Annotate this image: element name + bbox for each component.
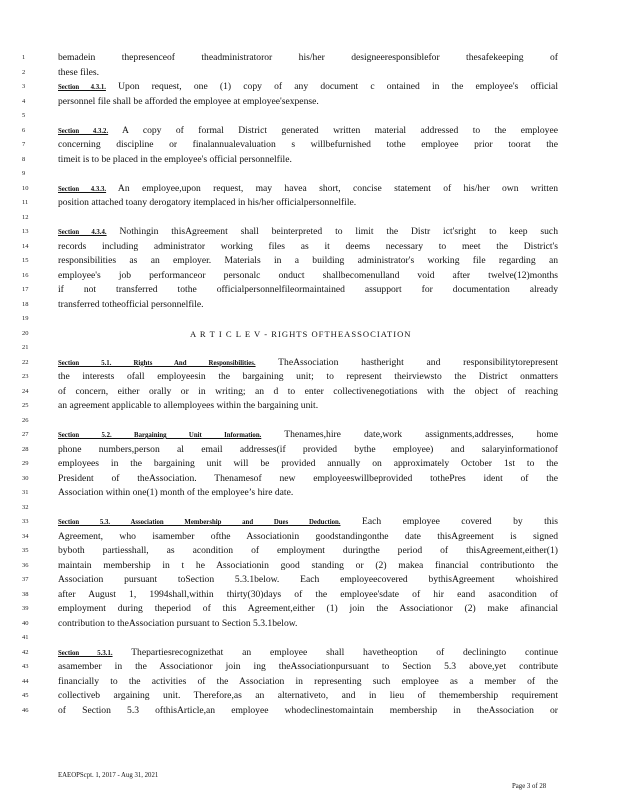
line-number: 24 — [22, 387, 29, 395]
line-text — [58, 660, 558, 674]
document-line — [0, 109, 618, 123]
line-text — [58, 675, 558, 689]
line-number: 20 — [22, 329, 29, 337]
line-text — [58, 588, 558, 602]
line-body: asamember in the Associationor join ing theAssociationpursuant to Section 5.3 above,yet contribute — [58, 661, 558, 672]
document-line — [0, 138, 618, 152]
line-number: 1 — [22, 54, 26, 61]
document-line — [0, 153, 618, 167]
document-line — [0, 51, 618, 65]
line-text — [58, 428, 558, 443]
line-number: 37 — [22, 576, 29, 583]
line-body: these files. — [58, 66, 100, 78]
line-body: concerning discipline or finalannualevaluation s willbefurnished tothe employee prior toorat the — [58, 139, 558, 150]
line-text — [58, 515, 558, 530]
section-label: Section 4.3.2. — [58, 127, 109, 135]
line-text — [58, 530, 558, 544]
line-body: financially to the activities of the Association in representing such employee as a member of the — [58, 675, 558, 687]
document-line — [0, 254, 618, 268]
line-number: 27 — [22, 431, 29, 438]
line-number: 6 — [22, 126, 26, 134]
document-line — [0, 472, 618, 486]
line-body: of Section 5.3 ofthisArticle,an employee whodeclinestomaintain membership in theAssociation or — [58, 704, 558, 716]
line-text — [58, 704, 558, 718]
line-body: An employee,upon request, may havea short, concise statement of his/her own written — [117, 182, 558, 194]
line-body: after August 1, 1994shall,within thirty(30)days of the employee'sdate of hir eand asacondition of — [58, 588, 558, 600]
document-line — [0, 66, 618, 80]
document-line — [0, 588, 618, 602]
line-number: 43 — [22, 663, 29, 670]
line-body: President of theAssociation. Thenamesof new employeeswillbeprovided tothePres ident of the — [58, 472, 558, 484]
line-number: 21 — [22, 344, 29, 351]
line-number: 17 — [22, 286, 29, 293]
line-body: Nothingin thisAgreement shall beinterpreted to limit the Distr ict'sright to keep such — [119, 226, 558, 237]
line-body: an agreement applicable to allemployees within the bargaining unit. — [58, 400, 319, 411]
line-text — [58, 240, 558, 254]
line-body: timeit is to be placed in the employee's official personnelfile. — [58, 153, 292, 165]
line-number: 46 — [22, 706, 29, 714]
line-body: Agreement, who isamember ofthe Associationin goodstandingonthe date thisAgreement is signed — [58, 530, 558, 542]
line-number: 31 — [22, 489, 29, 496]
section-label: Section 5.1. Rights And Responsibilities. — [58, 359, 256, 367]
line-text — [58, 544, 558, 558]
document-line — [0, 530, 618, 544]
line-body: contribution to theAssociation pursuant to Section 5.3.1below. — [58, 617, 298, 629]
document-line — [0, 704, 618, 718]
line-text — [58, 370, 558, 384]
section-label: Section 4.3.4. — [58, 229, 107, 236]
line-number: 35 — [22, 547, 29, 554]
line-number: 45 — [22, 692, 29, 699]
document-line — [0, 95, 618, 109]
line-number: 36 — [22, 561, 29, 569]
line-text — [58, 80, 558, 95]
document-line — [0, 689, 618, 703]
line-text — [58, 617, 558, 631]
line-body: records including administrator working files as it deems necessary to meet the District's — [58, 240, 558, 252]
line-text — [58, 153, 558, 167]
section-label: Section 4.3.3. — [58, 185, 107, 193]
line-text — [58, 182, 558, 197]
line-text — [58, 486, 558, 500]
line-body: collectiveb argaining unit. Therefore,as an alternativeto, and in lieu of themembership requirement — [58, 690, 558, 701]
line-text — [58, 559, 558, 573]
document-line — [0, 124, 618, 138]
line-number: 39 — [22, 605, 29, 612]
line-body: A copy of formal District generated written material addressed to the employee — [122, 124, 558, 136]
line-text — [58, 254, 558, 268]
document-line — [0, 573, 618, 587]
document-line — [0, 211, 618, 225]
line-number: 40 — [22, 619, 29, 627]
document-line — [0, 631, 618, 645]
document-line — [0, 617, 618, 631]
line-text — [58, 138, 558, 152]
line-number: 44 — [22, 677, 29, 685]
document-line — [0, 312, 618, 326]
line-body: Thenames,hire date,work assignments,addresses, home — [284, 429, 558, 440]
section-label: Section 4.3.1. — [58, 84, 106, 91]
line-body: responsibilities as an employer. Materials in a building administrator's working file regarding an — [58, 255, 558, 266]
line-text — [58, 385, 558, 399]
document-line — [0, 283, 618, 297]
line-text — [58, 443, 558, 457]
footer-page-number: Page 3 of 28 — [512, 783, 547, 790]
line-body: maintain membership in t he Associationin good standing or (2) makea financial contributionto the — [58, 559, 558, 571]
line-body: employee's job performanceor personalc onduct shallbecomenulland void after twelve(12)months — [58, 269, 558, 281]
line-body: employees in the bargaining unit will be provided annually on approximately October 1st to the — [58, 458, 558, 469]
document-line — [0, 370, 618, 384]
document-line — [0, 385, 618, 399]
line-number: 19 — [22, 315, 29, 322]
line-number: 16 — [22, 271, 29, 279]
section-label: Section 5.3. Association Membership and Dues Deduction. — [58, 519, 341, 526]
line-number: 34 — [22, 532, 29, 540]
line-number: 3 — [22, 83, 26, 90]
line-number: 29 — [22, 460, 29, 467]
line-number: 4 — [22, 97, 26, 105]
line-text — [58, 66, 558, 80]
line-number: 41 — [22, 634, 29, 641]
line-number: 23 — [22, 373, 29, 380]
line-number: 22 — [22, 358, 29, 366]
line-body: Association within one(1) month of the employee’s hire date. — [58, 487, 294, 498]
document-line — [0, 559, 618, 573]
document-line — [0, 225, 618, 239]
line-body: Thepartiesrecognizethat an employee shall havetheoption of decliningto continue — [131, 646, 558, 658]
document-line — [0, 80, 618, 94]
document-line — [0, 341, 618, 355]
line-body: Association pursuant toSection 5.3.1below. Each employeecovered bythisAgreement whoishired — [58, 574, 558, 585]
line-text — [58, 689, 558, 703]
article-heading: A R T I C L E V - RIGHTS OFTHEASSOCIATION — [190, 328, 412, 339]
line-text — [58, 298, 558, 312]
line-text — [58, 573, 558, 587]
line-number: 8 — [22, 155, 26, 163]
document-line — [0, 414, 618, 428]
line-number: 18 — [22, 300, 29, 308]
document-line — [0, 443, 618, 457]
footer-contract-term: EAEOPScpt. 1, 2017 - Aug 31, 2021 — [58, 772, 159, 779]
section-label: Section 5.3.1. — [58, 649, 113, 657]
line-body: Upon request, one (1) copy of any document c ontained in the employee's official — [118, 81, 558, 92]
line-number: 7 — [22, 141, 26, 148]
line-text — [58, 399, 558, 413]
line-number: 15 — [22, 257, 29, 264]
document-line — [0, 646, 618, 660]
line-text — [58, 95, 558, 109]
document-line — [0, 196, 618, 210]
line-number: 32 — [22, 503, 29, 511]
line-text — [58, 646, 558, 661]
line-number: 10 — [22, 184, 29, 192]
line-number: 38 — [22, 590, 29, 598]
line-number: 28 — [22, 445, 29, 453]
document-line — [0, 182, 618, 196]
line-number: 9 — [22, 170, 26, 177]
line-body: byboth partiesshall, as acondition of employment duringthe period of thisAgreement,either(1) — [58, 545, 558, 556]
line-text — [58, 602, 558, 616]
line-body: phone numbers,person al email addresses(if provided bythe employee) and salaryinformationof — [58, 443, 558, 455]
line-number: 11 — [22, 199, 29, 206]
line-number: 2 — [22, 68, 26, 76]
line-text — [58, 283, 558, 297]
line-number: 42 — [22, 648, 29, 656]
document-line — [0, 675, 618, 689]
document-line — [0, 602, 618, 616]
line-body: of concern, either orally or in writing; an d to enter collectivenegotiations with the object of reaching — [58, 385, 558, 397]
document-line — [0, 399, 618, 413]
line-text — [58, 225, 558, 240]
document-line — [0, 167, 618, 181]
document-line — [0, 269, 618, 283]
line-number: 5 — [22, 112, 26, 119]
line-body: if not transferred tothe officialpersonnelfileormaintained assupport for documentation already — [58, 284, 558, 295]
line-number: 33 — [22, 518, 29, 525]
line-number: 25 — [22, 402, 29, 409]
line-text — [58, 356, 558, 371]
document-line — [0, 501, 618, 515]
document-line — [0, 240, 618, 254]
line-text — [58, 51, 558, 65]
line-body: personnel file shall be afforded the employee at employee'sexpense. — [58, 95, 319, 107]
line-number: 26 — [22, 416, 29, 424]
line-number: 13 — [22, 228, 29, 235]
line-text — [58, 457, 558, 471]
line-body: position attached toany derogatory itemplaced in his/her officialpersonnelfile. — [58, 197, 357, 208]
document-line — [0, 327, 618, 341]
line-text — [58, 124, 558, 139]
line-number: 30 — [22, 474, 29, 482]
line-number: 14 — [22, 242, 29, 250]
document-line — [0, 660, 618, 674]
line-body: bemadein thepresenceof theadministratoror his/her designeeresponsiblefor thesafekeeping of — [58, 52, 558, 63]
line-body: Each employee covered by this — [361, 516, 558, 527]
line-body: the interests ofall employeesin the bargaining unit; to represent theirviewsto the District onmatters — [58, 371, 558, 382]
document-line — [0, 486, 618, 500]
line-number: 12 — [22, 213, 29, 221]
line-body: employment during theperiod of this Agreement,either (1) join the Associationor (2) make afinancial — [58, 603, 558, 614]
line-body: TheAssociation hastheright and responsibilitytorepresent — [278, 356, 558, 368]
document-line — [0, 428, 618, 442]
document-line — [0, 515, 618, 529]
document-line — [0, 457, 618, 471]
line-body: transferred totheofficial personnelfile. — [58, 298, 204, 310]
line-text — [58, 269, 558, 283]
document-line — [0, 298, 618, 312]
line-text — [58, 472, 558, 486]
document-line — [0, 544, 618, 558]
document-line — [0, 356, 618, 370]
section-label: Section 5.2. Bargaining Unit Information. — [58, 432, 262, 439]
line-text — [58, 196, 558, 210]
